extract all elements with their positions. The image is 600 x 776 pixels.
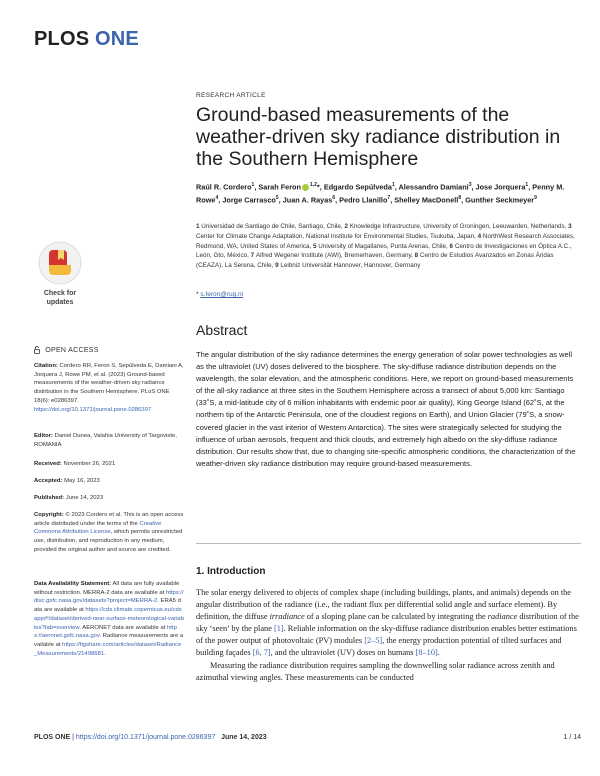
affiliation-text: Centro de Estudios Avanzados en Zonas Áridas (CEAZA), La Serena, Chile, (196, 252, 554, 270)
figshare-link[interactable]: https://figshare.com/articles/dataset/Radiance_Measurements/21498681 (34, 641, 182, 657)
das-text-a: All data are fully available without restriction. MERRA-2 data are available at (34, 581, 180, 596)
cc-license-link[interactable]: Creative Commons Attribution License (34, 520, 162, 536)
affiliation-number: 3 (568, 223, 572, 230)
article-type: RESEARCH ARTICLE (196, 92, 266, 99)
affiliation-number: 1 (196, 223, 202, 230)
footer-date: June 14, 2023 (221, 734, 267, 741)
citation-doi-link[interactable]: https://doi.org/10.1371/journal.pone.0286397 (34, 406, 152, 413)
affiliation-number: 2 (344, 223, 350, 230)
editor-text: Daniel Dunea, Valahia University of Targoviste, ROMANIA (34, 433, 177, 448)
affiliation-text: University of Magallanes, Punta Arenas, Chile, (318, 242, 450, 250)
das-text-b: . ERA5 data are available at (34, 598, 181, 614)
intro-paragraph-1 (196, 587, 581, 660)
affiliation-text: Universidad de Santiago de Chile, Santiago, Chile, (201, 223, 345, 230)
logo-one: ONE (95, 28, 139, 50)
logo-plos: PLOS (34, 28, 90, 50)
received-label: Received: (34, 461, 62, 467)
intro-text-segment: . Reliable information on the sky-diffuse radiance distribution enables better estimations of the power output of photovoltaic (PV) modules (196, 624, 577, 646)
published-label: Published: (34, 495, 65, 501)
accepted-label: Accepted: (34, 478, 63, 484)
open-lock-icon (34, 346, 40, 354)
open-access-badge (34, 346, 99, 354)
affiliation-number: 8 (414, 252, 420, 260)
copyright-block (34, 511, 184, 555)
affiliation-text: Alfred Wegener Institute (AWI), Bremerhaven, Germany, (255, 252, 415, 260)
affiliation-text: Center for Climate Change Adaptation, National Institute for Environmental Studies, Tsukuba, Japan, (196, 232, 478, 240)
das-text-c: . AERONET data are available at (79, 624, 168, 631)
accepted-block (34, 477, 184, 486)
era5-link[interactable]: https://cds.climate.copernicus.eu/cdsapp#!/dataset/derived-near-surface-meteorological-variables?tab=overview (34, 607, 184, 631)
emphasis-term: irradiance (269, 612, 305, 622)
author-affil-sup: 6 (332, 194, 336, 201)
author-name[interactable]: Penny M. Rowe (196, 182, 565, 205)
intro-text-segment: of a sloping plane can be calculated by integrating the (304, 612, 488, 622)
author-name[interactable]: Gunther Seckmeyer (465, 195, 535, 205)
author-name[interactable]: Edgardo Sepúlveda (323, 182, 392, 192)
corresponding-email (196, 291, 243, 298)
copyright-label: Copyright: (34, 512, 64, 518)
abstract-heading: Abstract (196, 322, 248, 338)
citation-ref[interactable]: [8–10] (415, 648, 438, 658)
section-divider (196, 543, 581, 544)
citation-text: Cordero RR, Feron S, Sepúlveda E, Damiani A, Jorquera J, Rowe PM, et al. (2023) Ground-based measurements of the weather-driven sky radiance distribution in the Southern Hemisphere. PLoS ONE 18(6): e0286397. (34, 363, 184, 404)
accepted-date: May 16, 2023 (64, 478, 100, 484)
author-name[interactable]: Shelley MacDonell (394, 195, 459, 205)
intro-text-segment: . (437, 648, 440, 658)
das-text-d: . Radiance measurements are available at (34, 633, 184, 648)
affiliation-text: Centro de Investigaciones en Óptica A.C., León, Gto, México, (196, 242, 572, 260)
citation-ref[interactable]: [6, 7] (252, 648, 271, 658)
das-text-e: . (104, 650, 106, 657)
author-affil-sup: 7 (387, 194, 391, 201)
published-date: June 14, 2023 (65, 495, 104, 501)
author-name[interactable]: Jorge Carrasco (222, 195, 276, 205)
page-footer (34, 734, 581, 741)
received-block (34, 460, 184, 469)
affiliation-text: Knowledge Infrastructure, University of Groningen, Leeuwarden, Netherlands, (349, 223, 569, 230)
check-updates-line2: updates (46, 298, 74, 306)
citation-label: Citation: (34, 363, 58, 369)
affiliation-text: Leibniz Universität Hannover, Hannover, Germany (280, 262, 421, 270)
footer-journal: PLOS ONE (34, 734, 71, 741)
intro-text-segment: , and the ultraviolet (UV) doses on humans (270, 648, 416, 658)
copyright-text-a: © 2023 Cordero et al. This is an open access article distributed under the terms of the (34, 512, 184, 527)
footer-doi-link[interactable]: https://doi.org/10.1371/journal.pone.0286397 (75, 734, 216, 741)
affiliation-number: 4 (477, 232, 483, 240)
affiliation-number: 9 (275, 262, 281, 270)
author-list: Raúl R. Cordero$^1$, Sarah Feron $^{1,2}$*, Edgardo Sepúlveda$^1$, Alessandro Damiani$^3$, Jose Jorquera$^1$, Penny M. Rowe$^4$, Jorge Carrasco$^5$, Juan A. Rayas$^6$, Pedro Llanillo$^7$, Shelley MacDonell$^8$, Gunther Seckmeyer$^9$ (196, 182, 565, 205)
author-name[interactable]: Sarah Feron (258, 182, 301, 192)
author-affil-sup: 9 (534, 194, 537, 201)
author-affil-sup: 1,2 (309, 182, 317, 188)
author-affil-sup: 5 (275, 194, 279, 201)
affiliation-number: 5 (313, 242, 319, 250)
citation-block (34, 362, 184, 414)
affiliation-list (196, 222, 581, 271)
das-label: Data Availability Statement: (34, 581, 112, 587)
author-name[interactable]: Pedro Llanillo (339, 195, 388, 205)
merra2-link[interactable]: https://disc.gsfc.nasa.gov/datasets?project=MERRA-2 (34, 589, 184, 605)
affiliation-number: 6 (449, 242, 455, 250)
intro-text-segment: , the energy production potential of tilted surfaces and building façades (196, 636, 562, 658)
citation-ref[interactable]: [1] (273, 624, 284, 634)
open-access-label: OPEN ACCESS (45, 346, 99, 354)
intro-text-segment: distribution of the sky ‘seen’ by the plane (196, 612, 579, 634)
received-date: November 26, 2021 (63, 461, 116, 467)
author-affil-sup: 8 (458, 194, 462, 201)
author-affil-sup: 1 (525, 182, 529, 188)
author-name[interactable]: Alessandro Damiani (398, 182, 469, 192)
author-name[interactable]: Juan A. Rayas (282, 195, 333, 205)
abstract-text: The angular distribution of the sky radiance determines the energy generation of solar power technologies as well as the ultraviolet (UV) doses delivered to the biosphere. The sky-diffuse radiance distribution depends on the wavelength, the solar elevation, and the atmospheric conditions. Here, we report on ground-based measurements of the all-sky radiance at three sites in the Southern Hemisphere across a transect of about 5,000 km: Santiago (33˚S, a mid-latitude city of 6 million inhabitants with endemic poor air quality), King George Island (62˚S, at the northern tip of the Antarctic Peninsula, one of the cloudiest regions on Earth), and Union Glacier (79˚S, a snow-covered glacier in the vast interior of Western Antarctica). The sites were strategically selected for studying the influence of urban aerosols, frequent and thick clouds, and extremely high albedo on the sky-diffuse radiance distribution. Our results show that, due to changing site-specific atmospheric conditions, the characterization of the weather-driven sky radiance distribution may require ground-based measurements. (196, 350, 576, 468)
check-updates-line1: Check for (43, 290, 77, 297)
published-block (34, 494, 184, 503)
editor-block (34, 432, 184, 449)
email-star: * (196, 291, 199, 298)
footer-sep: | (70, 734, 76, 741)
author-name[interactable]: Raúl R. Cordero (196, 182, 252, 192)
citation-ref[interactable]: [2–5] (364, 636, 383, 646)
affiliation-number: 7 (250, 252, 256, 260)
editor-label: Editor: (34, 433, 53, 439)
intro-text-segment: The solar energy delivered to objects of complex shape (including buildings, plants, and animals) depends on the angular distribution of the radiance (i.e., the radiant flux per differential solid angle and surface element). By definition, the diffuse (196, 588, 571, 622)
check-for-updates-icon (38, 241, 82, 285)
author-affil-sup: 3 (468, 182, 472, 188)
affiliation-text: NorthWest Research Associates, Redmond, WA, United States of America, (196, 232, 575, 250)
introduction-heading: 1. Introduction (196, 566, 266, 577)
author-name[interactable]: Jose Jorquera (475, 182, 526, 192)
journal-logo[interactable] (34, 28, 139, 51)
author-affil-sup: 1 (391, 182, 395, 188)
intro-paragraph-2: Measuring the radiance distribution requires sampling the downwelling solar radiance across zenith and azimuthal viewing angles. These measurements can be conducted (196, 660, 555, 682)
article-title: Ground-based measurements of the weather-driven sky radiance distribution in the Southern Hemisphere (196, 104, 561, 170)
check-for-updates-badge[interactable] (34, 241, 86, 307)
author-affil-sup: 4 (215, 194, 219, 201)
author-affil-sup: 1 (251, 182, 255, 188)
page-number: 1 / 14 (563, 734, 581, 741)
email-link[interactable]: s.feron@rug.nl (200, 291, 244, 298)
copyright-text-b: , which permits unrestricted use, distribution, and reproduction in any medium, provided the original author and source are credited. (34, 529, 183, 553)
emphasis-term: radiance (487, 612, 518, 622)
aeronet-link[interactable]: https://aeronet.gsfc.nasa.gov (34, 624, 177, 640)
data-availability-block (34, 580, 184, 658)
introduction-body (196, 587, 581, 684)
orcid-icon[interactable] (302, 184, 309, 191)
